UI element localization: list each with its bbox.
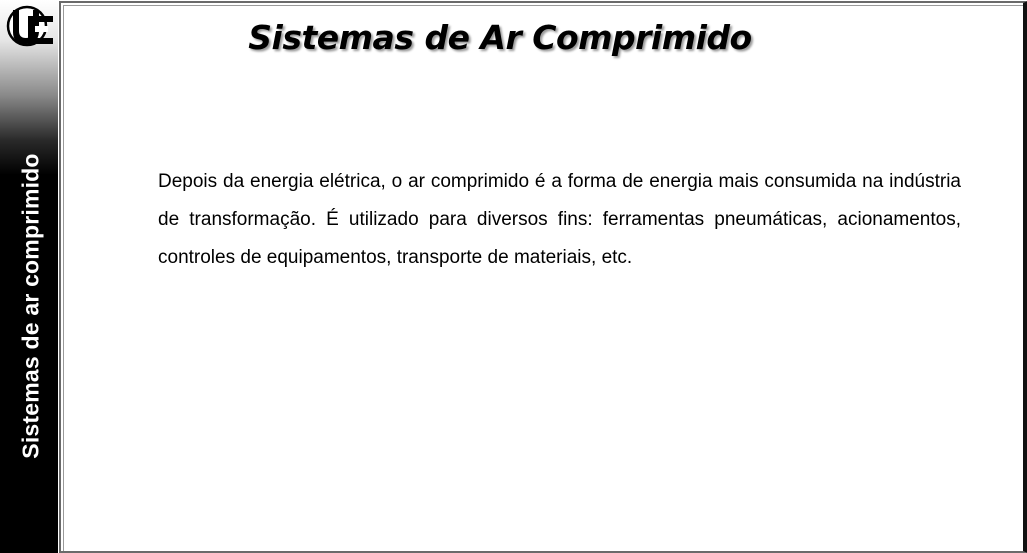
page-title: Sistemas de Ar Comprimido — [248, 18, 752, 57]
sidebar-title: Sistemas de ar comprimido — [17, 153, 44, 459]
body-paragraph: Depois da energia elétrica, o ar comprimido é a forma de energia mais consumida na indústria de transformação. É utilizado para diversos fins: ferramentas pneumáticas, acionamentos, controles de equipamentos, transporte de materiais, etc. — [158, 171, 961, 268]
content-frame — [59, 1, 1027, 553]
content-frame-inner — [63, 5, 1023, 551]
sidebar — [0, 0, 58, 553]
